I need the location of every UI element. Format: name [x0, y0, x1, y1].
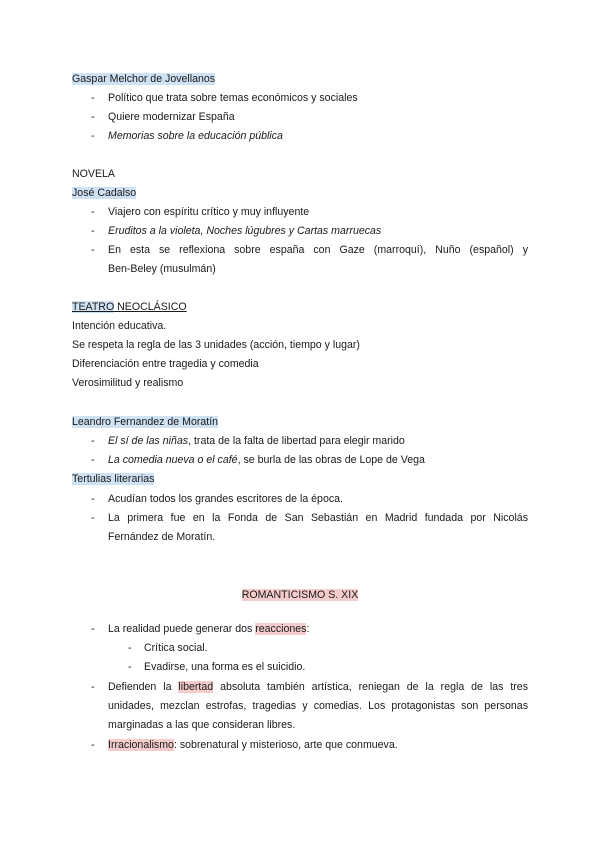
- teatro-line-3: Diferenciación entre tragedia y comedia: [72, 358, 259, 370]
- romanticismo-item-3: Irracionalismo: sobrenatural y misterioso, arte que conmueva.: [108, 739, 398, 751]
- sub-bullet-dash: -: [128, 661, 132, 673]
- bullet-dash: -: [91, 206, 95, 218]
- teatro-line-2: Se respeta la regla de las 3 unidades (acción, tiempo y lugar): [72, 339, 360, 351]
- romanticismo-title: ROMANTICISMO S. XIX: [241, 589, 359, 601]
- bullet-dash: -: [91, 681, 95, 693]
- jovellanos-item-3: Memorias sobre la educación pública: [108, 130, 283, 142]
- bullet-dash: -: [91, 454, 95, 466]
- bullet-dash: -: [91, 92, 95, 104]
- cadalso-item-3-line-2: Ben-Beley (musulmán): [108, 263, 216, 275]
- moratin-item-1: El sí de las niñas, trata de la falta de libertad para elegir marido: [108, 435, 405, 447]
- bullet-dash: -: [91, 244, 95, 256]
- romanticismo-subitem-1: Crítica social.: [144, 642, 208, 654]
- tertulias-item-2-line-1: La primera fue en la Fonda de San Sebastián en Madrid fundada por Nicolás: [108, 512, 528, 524]
- jovellanos-heading: Gaspar Melchor de Jovellanos: [72, 73, 216, 85]
- bullet-dash: -: [91, 130, 95, 142]
- romanticismo-item-2-line-3: marginadas a las que consideran libres.: [108, 719, 296, 731]
- bullet-dash: -: [91, 111, 95, 123]
- romanticismo-item-1: La realidad puede generar dos reacciones:: [108, 623, 310, 635]
- moratin-heading: Leandro Fernandez de Moratín: [72, 416, 219, 428]
- romanticismo-item-2-line-1: Defienden la libertad absoluta también artística, reniegan de la regla de las tres: [108, 681, 528, 693]
- sub-bullet-dash: -: [128, 642, 132, 654]
- cadalso-item-2: Eruditos a la violeta, Noches lúgubres y Cartas marruecas: [108, 225, 382, 237]
- cadalso-item-1: Viajero con espíritu crítico y muy influyente: [108, 206, 310, 218]
- romanticismo-item-2-line-2: unidades, mezclan estrofas, tragedias y comedias. Los protagonistas son personas: [108, 700, 528, 712]
- tertulias-item-1: Acudían todos los grandes escritores de la época.: [108, 493, 343, 505]
- teatro-title: TEATRO NEOCLÁSICO: [72, 301, 187, 313]
- tertulias-item-2-line-2: Fernández de Moratín.: [108, 531, 216, 543]
- teatro-line-1: Intención educativa.: [72, 320, 167, 332]
- bullet-dash: -: [91, 623, 95, 635]
- cadalso-item-3-line-1: En esta se reflexiona sobre españa con Gaze (marroquí), Nuño (español) y: [108, 244, 528, 256]
- teatro-line-4: Verosimilitud y realismo: [72, 377, 184, 389]
- bullet-dash: -: [91, 739, 95, 751]
- cadalso-heading: José Cadalso: [72, 187, 137, 199]
- bullet-dash: -: [91, 512, 95, 524]
- moratin-item-2: La comedia nueva o el café, se burla de las obras de Lope de Vega: [108, 454, 425, 466]
- bullet-dash: -: [91, 493, 95, 505]
- jovellanos-item-1: Político que trata sobre temas económicos y sociales: [108, 92, 358, 104]
- romanticismo-subitem-2: Evadirse, una forma es el suicidio.: [144, 661, 306, 673]
- bullet-dash: -: [91, 225, 95, 237]
- bullet-dash: -: [91, 435, 95, 447]
- tertulias-heading: Tertulias literarias: [72, 473, 155, 485]
- jovellanos-item-2: Quiere modernizar España: [108, 111, 235, 123]
- novela-label: NOVELA: [72, 168, 115, 180]
